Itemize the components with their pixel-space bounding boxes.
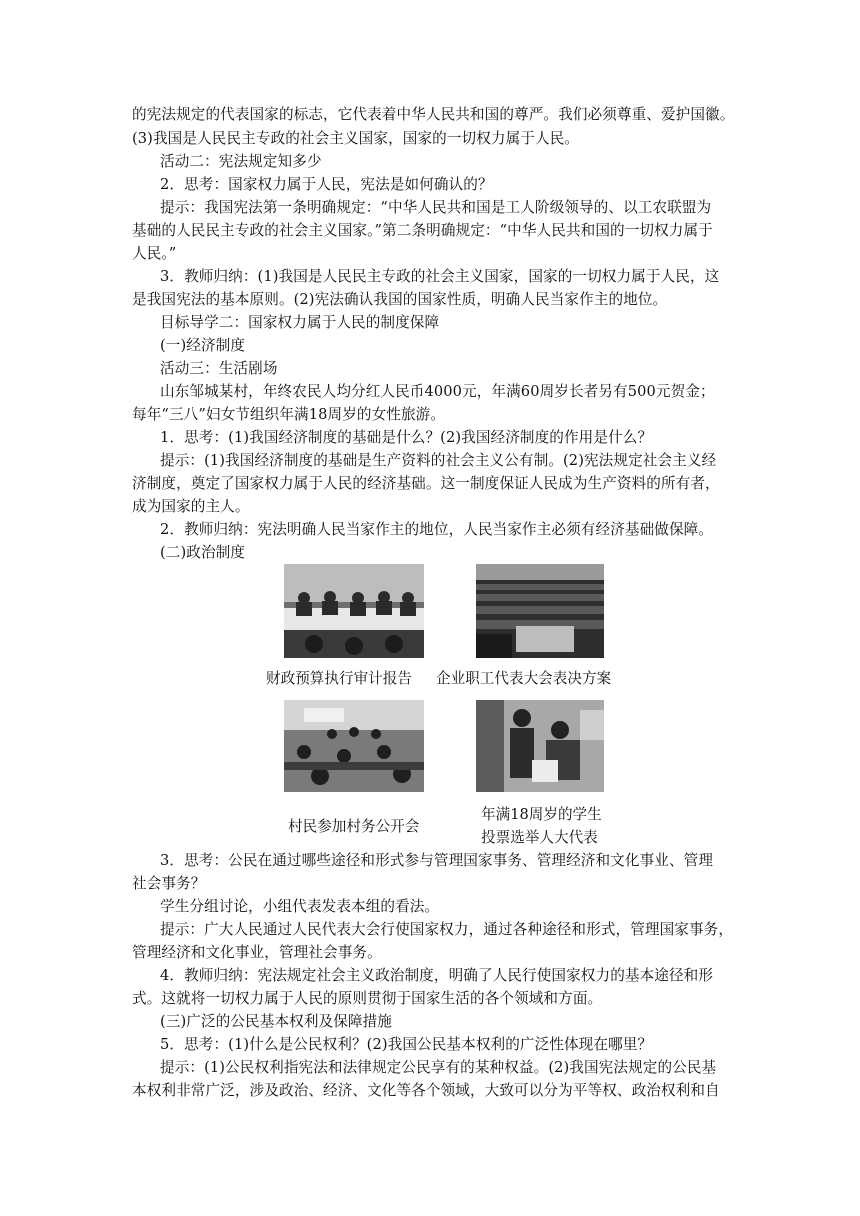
subsection-heading: (一)经济制度 (160, 337, 246, 354)
subsection-heading: (三)广泛的公民基本权利及保障措施 (160, 1013, 392, 1030)
question-line: 1．思考：(1)我国经济制度的基础是什么？(2)我国经济制度的作用是什么？ (160, 429, 653, 446)
text-line: 管理经济和文化事业，管理社会事务。 (132, 944, 382, 961)
question-line: 3．思考：公民在通过哪些途径和形式参与管理国家事务、管理经济和文化事业、管理 (160, 852, 714, 869)
section-heading: 目标导学二：国家权力属于人民的制度保障 (160, 314, 440, 331)
activity-heading: 活动三：生活剧场 (160, 360, 278, 377)
photo-caption: 年满18周岁的学生 (481, 806, 602, 823)
text-line: 式。这就将一切权力属于人民的原则贯彻于国家生活的各个领域和方面。 (132, 990, 603, 1007)
question-line: 2．思考：国家权力属于人民，宪法是如何确认的？ (160, 176, 493, 193)
text-line: 学生分组讨论，小组代表发表本组的看法。 (160, 898, 440, 915)
question-line: 5．思考：(1)什么是公民权利？(2)我国公民基本权利的广泛性体现在哪里？ (160, 1036, 653, 1053)
photo-caption: 投票选举人大代表 (481, 829, 598, 846)
text-line: (3)我国是人民民主专政的社会主义国家，国家的一切权力属于人民。 (132, 130, 580, 147)
subsection-heading: (二)政治制度 (160, 544, 246, 561)
meeting-photo-audit (284, 564, 424, 658)
text-line: 的宪法规定的代表国家的标志，它代表着中华人民共和国的尊严。我们必须尊重、爱护国徽。 (132, 106, 734, 123)
hint-line: 提示：(1)公民权利指宪法和法律规定公民享有的某种权益。(2)我国宪法规定的公民基 (160, 1059, 717, 1076)
text-line: 基础的人民民主专政的社会主义国家。”第二条明确规定：“中华人民共和国的一切权力属于 (132, 222, 713, 239)
meeting-photo-village (284, 700, 424, 792)
text-line: 人民。” (132, 245, 177, 262)
hint-line: 提示：(1)我国经济制度的基础是生产资料的社会主义公有制。(2)宪法规定社会主义经 (160, 452, 717, 469)
text-line: 社会事务？ (132, 875, 206, 892)
summary-line: 2．教师归纳：宪法明确人民当家作主的地位，人民当家作主必须有经济基础做保障。 (160, 521, 714, 538)
text-line: 每年“三八”妇女节组织年满18周岁的女性旅游。 (132, 406, 446, 423)
text-line: 成为国家的主人。 (132, 498, 250, 515)
scenario-line: 山东邹城某村，年终农民人均分红人民币4000元，年满60周岁长者另有500元贺金； (160, 383, 715, 400)
photo-caption: 村民参加村务公开会 (288, 818, 420, 835)
meeting-photo-voting (476, 700, 604, 792)
activity-heading: 活动二：宪法规定知多少 (160, 153, 322, 170)
meeting-photo-congress (476, 564, 604, 658)
text-line: 济制度，奠定了国家权力属于人民的经济基础。这一制度保证人民成为生产资料的所有者， (132, 475, 720, 492)
summary-line: 4．教师归纳：宪法规定社会主义政治制度，明确了人民行使国家权力的基本途径和形 (160, 967, 714, 984)
text-line: 是我国宪法的基本原则。(2)宪法确认我国的国家性质，明确人民当家作主的地位。 (132, 291, 668, 308)
photo-caption: 企业职工代表大会表决方案 (436, 670, 612, 687)
hint-line: 提示：广大人民通过人民代表大会行使国家权力，通过各种途径和形式，管理国家事务， (160, 921, 734, 938)
text-line: 本权利非常广泛，涉及政治、经济、文化等各个领域，大致可以分为平等权、政治权利和自 (132, 1082, 720, 1099)
summary-line: 3．教师归纳：(1)我国是人民民主专政的社会主义国家，国家的一切权力属于人民，这 (160, 268, 720, 285)
photo-caption: 财政预算执行审计报告 (266, 670, 412, 687)
hint-line: 提示：我国宪法第一条明确规定：“中华人民共和国是工人阶级领导的、以工农联盟为 (160, 199, 712, 216)
